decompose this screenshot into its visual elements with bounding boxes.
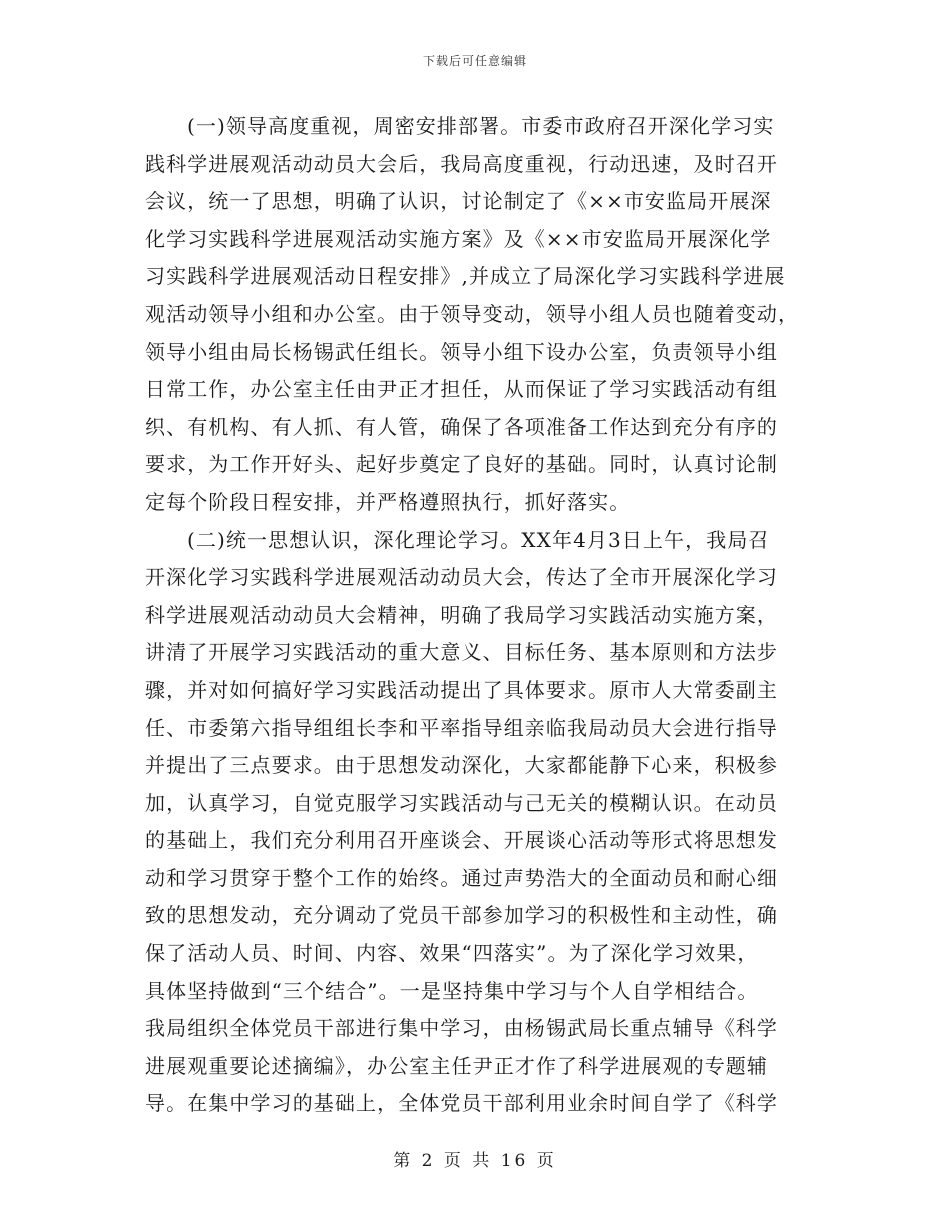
- paragraph-line: 要求，为工作开好头、起好步奠定了良好的基础。同时，认真讨论制: [145, 452, 778, 477]
- paragraph-line: 科学进展观活动动员大会精神，明确了我局学习实践活动实施方案，: [145, 602, 778, 627]
- paragraph-line: (二)统一思想认识，深化理论学习。XX年4月3日上午，我局召: [187, 527, 770, 552]
- paragraph-line: 保了活动人员、时间、内容、效果“四落实”。为了深化学习效果，: [145, 941, 759, 966]
- page-header-note: 下载后可任意编辑: [422, 54, 527, 68]
- paragraph-line: 日常工作，办公室主任由尹正才担任，从而保证了学习实践活动有组: [145, 377, 778, 402]
- paragraph-line: 导。在集中学习的基础上，全体党员干部利用业余时间自学了《科学: [145, 1091, 778, 1116]
- paragraph-line: 讲清了开展学习实践活动的重大意义、目标任务、基本原则和方法步: [145, 640, 778, 665]
- paragraph-line: 并提出了三点要求。由于思想发动深化，大家都能静下心来，积极参: [145, 753, 778, 778]
- paragraph-line: 具体坚持做到“三个结合”。一是坚持集中学习与个人自学相结合。: [145, 978, 759, 1003]
- paragraph-line: (一)领导高度重视，周密安排部署。市委市政府召开深化学习实: [187, 114, 775, 138]
- paragraph-line: 织、有机构、有人抓、有人管，确保了各项准备工作达到充分有序的: [145, 414, 778, 439]
- paragraph-line: 动和学习贯穿于整个工作的始终。通过声势浩大的全面动员和耐心细: [145, 865, 778, 890]
- paragraph-line: 进展观重要论述摘编》，办公室主任尹正才作了科学进展观的专题辅: [145, 1053, 768, 1078]
- paragraph-line: 我局组织全体党员干部进行集中学习，由杨锡武局长重点辅导《科学: [145, 1016, 778, 1041]
- paragraph-line: 开深化学习实践科学进展观活动动员大会，传达了全市开展深化学习: [145, 565, 778, 590]
- paragraph-line: 会议，统一了思想，明确了认识，讨论制定了《××市安监局开展深: [145, 189, 772, 214]
- paragraph-line: 领导小组由局长杨锡武任组长。领导小组下设办公室，负责领导小组: [145, 339, 778, 364]
- page-number-footer: 第 2 页 共 16 页: [393, 1151, 557, 1171]
- paragraph-line: 习实践科学进展观活动日程安排》,并成立了局深化学习实践科学进展: [145, 264, 786, 289]
- paragraph-line: 观活动领导小组和办公室。由于领导变动，领导小组人员也随着变动，: [145, 301, 800, 326]
- paragraph-line: 任、市委第六指导组组长李和平率指导组亲临我局动员大会进行指导: [145, 715, 778, 740]
- paragraph-line: 的基础上，我们充分利用召开座谈会、开展谈心活动等形式将思想发: [145, 828, 778, 853]
- paragraph-line: 致的思想发动，充分调动了党员干部参加学习的积极性和主动性，确: [145, 903, 778, 928]
- paragraph-line: 践科学进展观活动动员大会后，我局高度重视，行动迅速，及时召开: [145, 151, 778, 176]
- paragraph-line: 化学习实践科学进展观活动实施方案》及《××市安监局开展深化学: [145, 226, 772, 251]
- document-body: [145, 108, 805, 1123]
- paragraph-line: 加，认真学习，自觉克服学习实践活动与己无关的模糊认识。在动员: [145, 790, 778, 815]
- paragraph-line: 骤，并对如何搞好学习实践活动提出了具体要求。原市人大常委副主: [145, 677, 778, 702]
- paragraph-line: 定每个阶段日程安排，并严格遵照执行，抓好落实。: [145, 489, 631, 514]
